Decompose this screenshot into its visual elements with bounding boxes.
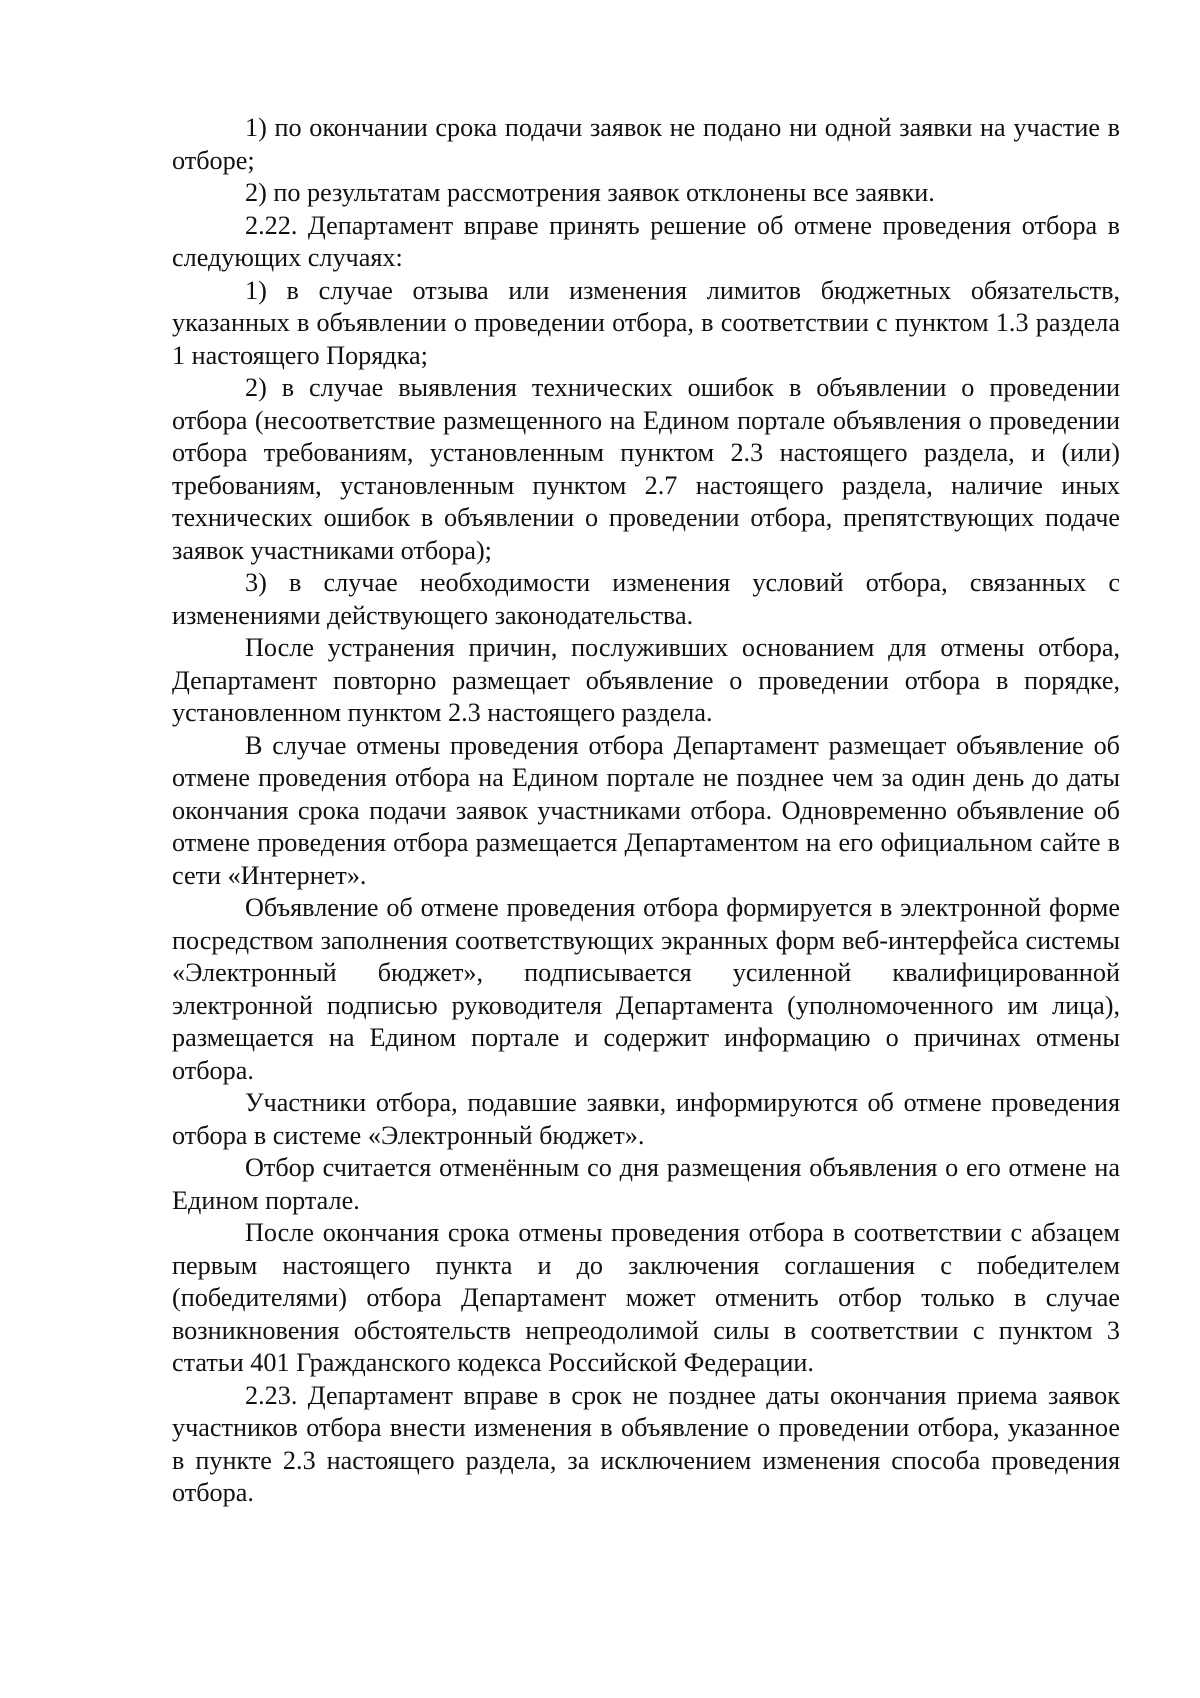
paragraph-clause-2-23: 2.23. Департамент вправе в срок не позднее даты окончания приема заявок участников отбора внести изменения в объявление о проведении отбора, указанное в пункте 2.3 настоящего раздела, за исключением изменения способа проведения отбора. bbox=[172, 1380, 1120, 1507]
paragraph-clause-2-22: 2.22. Департамент вправе принять решение об отмене проведения отбора в следующих случаях: bbox=[172, 210, 1120, 272]
paragraph-cancellation-publication: В случае отмены проведения отбора Департамент размещает объявление об отмене проведения отбора на Едином портале не позднее чем за один день до даты окончания срока подачи заявок участниками отбора. Одновременно объявление об отмене проведения отбора размещается Департаментом на его официальном сайте в сети «Интернет». bbox=[172, 730, 1120, 890]
paragraph-item-2-all-rejected: 2) по результатам рассмотрения заявок отклонены все заявки. bbox=[245, 178, 935, 207]
paragraph-item-3-legislation-change: 3) в случае необходимости изменения условий отбора, связанных с изменениями действующего законодательства. bbox=[172, 568, 1120, 630]
paragraph-item-1-no-applications: 1) по окончании срока подачи заявок не подано ни одной заявки на участие в отборе; bbox=[172, 113, 1120, 175]
paragraph-item-2-technical-errors: 2) в случае выявления технических ошибок в объявлении о проведении отбора (несоответствие размещенного на Едином портале объявления о проведении отбора требованиям, установленным пунктом 2.3 настоящего раздела, и (или) требованиям, установленным пунктом 2.7 настоящего раздела, наличие иных технических ошибок в объявлении о проведении отбора, препятствующих подаче заявок участниками отбора); bbox=[172, 373, 1120, 565]
paragraph-cancellation-form: Объявление об отмене проведения отбора формируется в электронной форме посредством заполнения соответствующих экранных форм веб-интерфейса системы «Электронный бюджет», подписывается усиленной квалифицированной электронной подписью руководителя Департамента (уполномоченного им лица), размещается на Едином портале и содержит информацию о причинах отмены отбора. bbox=[172, 893, 1120, 1085]
paragraph-repeat-announcement: После устранения причин, послуживших основанием для отмены отбора, Департамент повторно размещает объявление о проведении отбора в порядке, установленном пунктом 2.3 настоящего раздела. bbox=[172, 633, 1120, 727]
paragraph-force-majeure: После окончания срока отмены проведения отбора в соответствии с абзацем первым настоящего пункта и до заключения соглашения с победителем (победителями) отбора Департамент может отменить отбор только в случае возникновения обстоятельств непреодолимой силы в соответствии с пунктом 3 статьи 401 Гражданского кодекса Российской Федерации. bbox=[172, 1218, 1120, 1377]
paragraph-cancellation-date: Отбор считается отменённым со дня размещения объявления о его отмене на Едином портале. bbox=[172, 1153, 1120, 1215]
paragraph-item-1-budget-limits: 1) в случае отзыва или изменения лимитов бюджетных обязательств, указанных в объявлении о проведении отбора, в соответствии с пунктом 1.3 раздела 1 настоящего Порядка; bbox=[172, 275, 1120, 370]
paragraph-participants-informed: Участники отбора, подавшие заявки, информируются об отмене проведения отбора в системе «Электронный бюджет». bbox=[172, 1088, 1120, 1150]
document-page bbox=[172, 112, 1120, 1510]
